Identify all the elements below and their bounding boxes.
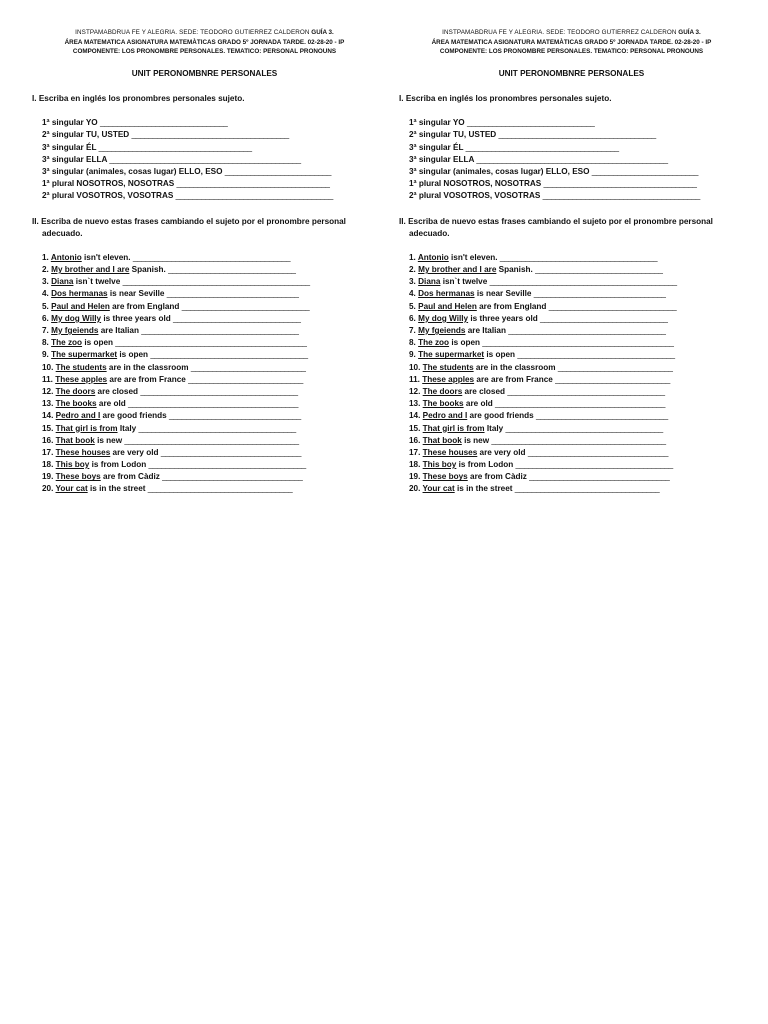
sentence-subject: This boy (422, 460, 457, 470)
sentence-number: 9. (409, 350, 416, 360)
section2-list (399, 252, 744, 496)
sentence-row (409, 471, 744, 483)
sentence-number: 16. (409, 435, 421, 445)
sentence-rest: is from Lodon (89, 460, 147, 470)
answer-blank[interactable]: ____________________________________________ (489, 277, 677, 287)
header-line-subject: ÁREA MATEMATICA ASIGNATURA MATEMÀTICAS GRADO 5º JORNADA TARDE. 02-28-20 - IP (431, 38, 712, 46)
sentence-row (42, 349, 377, 361)
header-line-component: COMPONENTE: LOS PRONOMBRE PERSONALES. TEMATICO: PERSONAL PRONOUNS (439, 48, 704, 56)
sentence-subject: Pedro and I (422, 411, 468, 421)
answer-blank[interactable]: _____________________________________________ (115, 338, 307, 348)
answer-blank[interactable]: _____________________________________ (141, 326, 299, 336)
sentence-subject: The doors (55, 386, 96, 396)
sentence-subject: The zoo (418, 338, 450, 348)
pronoun-label: 1ª plural NOSOTROS, NOSOTRAS (409, 179, 542, 189)
worksheet-right (399, 28, 744, 496)
sentence-rest: is from Lodon (456, 460, 514, 470)
answer-blank[interactable]: _____________________________________ (508, 326, 666, 336)
sentence-number: 17. (42, 447, 54, 457)
answer-blank[interactable]: ____________________________________ (543, 179, 697, 189)
answer-blank[interactable]: _____________________________________ (498, 130, 656, 140)
sentence-subject: These boys (422, 472, 468, 482)
school-name: INSTPAMABDRUA FE Y ALEGRIA. SEDE: TEODORO GUTIERREZ CALDERON (442, 29, 677, 36)
answer-blank[interactable]: ____________________________________ (176, 179, 330, 189)
sentence-rest: is three years old (468, 313, 538, 323)
sentence-row (42, 435, 377, 447)
sentence-rest: Italy (484, 423, 504, 433)
pronoun-label: 3ª singular (animales, cosas lugar) ELLO, ESO (409, 166, 590, 176)
sentence-subject: Your cat (55, 484, 88, 494)
sentence-row (409, 264, 744, 276)
sentence-subject: The supermarket (51, 350, 118, 360)
sentence-row (409, 386, 744, 398)
sentence-number: 5. (42, 301, 49, 311)
sentence-number: 15. (409, 423, 421, 433)
sentence-number: 14. (409, 411, 421, 421)
sentence-row (409, 288, 744, 300)
answer-blank[interactable]: _____________________________________________ (109, 154, 301, 164)
sentence-row (42, 447, 377, 459)
sentence-rest: is open (449, 338, 480, 348)
sentence-row (42, 313, 377, 325)
sentence-rest: is three years old (101, 313, 171, 323)
sentence-subject: The supermarket (418, 350, 485, 360)
sentence-number: 7. (409, 326, 416, 336)
answer-blank[interactable]: _____________________________________ (542, 191, 700, 201)
sentence-row (409, 252, 744, 264)
answer-blank[interactable]: _______________________________ (535, 411, 668, 421)
answer-blank[interactable]: ______________________________ (548, 301, 677, 311)
sentence-rest: are very old (477, 447, 526, 457)
answer-blank[interactable]: _________________________________ (527, 447, 669, 457)
sentence-rest: are good friends (467, 411, 534, 421)
sentence-rest: isn't eleven. (81, 252, 131, 262)
pronoun-row (409, 117, 744, 129)
sentence-subject: Antonio (50, 252, 82, 262)
answer-blank[interactable]: _____________________________________________ (476, 154, 668, 164)
answer-blank[interactable]: _____________________________________ (140, 386, 298, 396)
sentence-subject: Paul and Helen (418, 301, 477, 311)
sentence-rest: is near Seville (107, 289, 165, 299)
sentence-number: 18. (42, 460, 54, 470)
sentence-subject: The students (422, 362, 474, 372)
sentence-rest: is open (117, 350, 149, 360)
sentence-rest: are in the classroom (473, 362, 556, 372)
sentence-rest: are good friends (100, 411, 167, 421)
sentence-row (42, 410, 377, 422)
section2-title: II. Escriba de nuevo estas frases cambiando el sujeto por el pronombre personal adecuado. (32, 216, 346, 238)
sentence-subject: Diana (418, 277, 441, 287)
sentence-subject: The books (55, 399, 97, 409)
sentence-rest: is in the street (454, 484, 513, 494)
sentence-row (409, 313, 744, 325)
pronoun-row (42, 190, 377, 202)
sentence-number: 11. (42, 374, 53, 384)
answer-blank[interactable]: _____________________________________ (175, 191, 333, 201)
answer-blank[interactable]: ______________________________ (540, 313, 668, 323)
section2-title: II. Escriba de nuevo estas frases cambiando el sujeto por el pronombre personal adecuado. (399, 216, 713, 238)
sentence-rest: is near Seville (474, 289, 532, 299)
sentence-rest: are from Càdiz (467, 472, 527, 482)
sentence-subject: My brother and I are (418, 265, 497, 275)
sentence-rest: are are from France (107, 374, 186, 384)
sentence-row (42, 483, 377, 495)
answer-blank[interactable]: ________________________________________ (495, 399, 666, 409)
pronoun-row (409, 129, 744, 141)
sentence-number: 6. (409, 313, 416, 323)
answer-blank[interactable]: _________________________________ (160, 447, 302, 457)
sentence-subject: My fgeiends (51, 326, 99, 336)
sentence-row (409, 276, 744, 288)
section1-list (32, 117, 377, 202)
sentence-number: 20. (42, 484, 54, 494)
sentence-rest: are old (463, 399, 493, 409)
sentence-number: 7. (42, 326, 49, 336)
answer-blank[interactable]: ____________________________________ (465, 142, 619, 152)
sentence-rest: is new (461, 435, 490, 445)
section1-title: I. Escriba en inglés los pronombres personales sujeto. (399, 93, 612, 103)
pronoun-row (42, 129, 377, 141)
sentence-rest: are from Càdiz (100, 472, 160, 482)
sentence-rest: Spanish. (496, 265, 533, 275)
answer-blank[interactable]: ____________________________________________ (122, 277, 310, 287)
sentence-number: 10. (42, 362, 54, 372)
header-line-subject: ÁREA MATEMATICA ASIGNATURA MATEMÀTICAS GRADO 5º JORNADA TARDE. 02-28-20 - IP (64, 38, 345, 46)
sentence-number: 19. (409, 472, 421, 482)
answer-blank[interactable]: _____________________________________ (131, 130, 289, 140)
sentence-row (409, 301, 744, 313)
sentence-rest: are are from France (474, 374, 553, 384)
section2-list (32, 252, 377, 496)
sentence-number: 1. (42, 252, 49, 262)
sentence-rest: is open (82, 338, 113, 348)
answer-blank[interactable]: _____________________________________ (507, 386, 665, 396)
sentence-row (409, 410, 744, 422)
sentence-subject: That book (422, 435, 462, 445)
sentence-rest: are Italian (465, 326, 506, 336)
sentence-number: 15. (42, 423, 54, 433)
sentence-number: 10. (409, 362, 421, 372)
answer-blank[interactable]: _____________________________________ (505, 423, 663, 433)
pronoun-row (42, 166, 377, 178)
sentence-number: 19. (42, 472, 54, 482)
sentence-subject: These houses (55, 447, 111, 457)
pronoun-label: 3ª singular ELLA (42, 154, 108, 164)
sentence-number: 20. (409, 484, 421, 494)
sentence-row (409, 398, 744, 410)
pronoun-label: 3ª singular ÉL (42, 142, 97, 152)
answer-blank[interactable]: _____________________________________ (150, 350, 308, 360)
sentence-rest: are in the classroom (106, 362, 189, 372)
sentence-row (42, 301, 377, 313)
sentence-subject: That girl is from (422, 423, 485, 433)
sentence-subject: The students (55, 362, 107, 372)
answer-blank[interactable]: _____________________________________ (132, 252, 291, 262)
sentence-row (409, 447, 744, 459)
sentence-row (42, 423, 377, 435)
sentence-number: 16. (42, 435, 54, 445)
sentence-subject: Dos hermanas (418, 289, 475, 299)
sentence-row (409, 435, 744, 447)
answer-blank[interactable]: ______________________________ (173, 313, 301, 323)
pronoun-label: 3ª singular (animales, cosas lugar) ELLO, ESO (42, 166, 223, 176)
sentence-number: 2. (409, 265, 416, 275)
sentence-subject: Paul and Helen (51, 301, 110, 311)
answer-blank[interactable]: ________________________________________ (128, 399, 299, 409)
sentence-number: 8. (42, 338, 49, 348)
sentence-rest: are closed (95, 386, 139, 396)
answer-blank[interactable]: _____________________________________ (499, 252, 658, 262)
answer-blank[interactable]: ______________________________ (99, 118, 228, 128)
sentence-subject: These boys (55, 472, 101, 482)
sentence-subject: That girl is from (55, 423, 118, 433)
sentence-rest: is open (484, 350, 516, 360)
sentence-row (42, 252, 377, 264)
sentence-rest: are closed (462, 386, 506, 396)
answer-blank[interactable]: __________________________________ (147, 484, 293, 494)
sentence-rest: are Italian (98, 326, 139, 336)
sentence-number: 2. (42, 265, 49, 275)
sentence-rest: Spanish. (129, 265, 166, 275)
answer-blank[interactable]: _____________________________________ (138, 423, 296, 433)
answer-blank[interactable]: __________________________________ (514, 484, 660, 494)
sentence-number: 13. (409, 399, 421, 409)
section1-title: I. Escriba en inglés los pronombres personales sujeto. (32, 93, 245, 103)
pronoun-row (42, 154, 377, 166)
sentence-number: 3. (409, 277, 416, 287)
sentence-rest: isn`t twelve (73, 277, 121, 287)
sentence-row (42, 288, 377, 300)
pronoun-row (42, 142, 377, 154)
sentence-row (409, 362, 744, 374)
sentence-subject: These apples (55, 374, 108, 384)
pronoun-row (409, 190, 744, 202)
unit-title: UNIT PERONOMBNRE PERSONALES (131, 68, 278, 78)
pronoun-label: 3ª singular ELLA (409, 154, 475, 164)
pronoun-label: 1ª singular YO (409, 118, 465, 128)
answer-blank[interactable]: ______________________________ (168, 265, 296, 275)
answer-blank[interactable]: _________________________________________ (491, 435, 666, 445)
sentence-row (409, 459, 744, 471)
answer-blank[interactable]: _______________________________ (168, 411, 301, 421)
pronoun-label: 2ª plural VOSOTROS, VOSOTRAS (409, 191, 541, 201)
answer-blank[interactable]: ___________________________ (555, 374, 670, 384)
sentence-subject: The books (422, 399, 464, 409)
sentence-subject: Diana (51, 277, 74, 287)
pronoun-label: 2ª singular TU, USTED (409, 130, 497, 140)
sentence-row (42, 264, 377, 276)
sentence-subject: Dos hermanas (51, 289, 108, 299)
sentence-rest: isn`t twelve (440, 277, 488, 287)
header-line-school (32, 28, 377, 38)
unit-title: UNIT PERONOMBNRE PERSONALES (498, 68, 645, 78)
answer-blank[interactable]: _____________________________________ (148, 460, 306, 470)
sentence-subject: My dog Willy (418, 313, 469, 323)
answer-blank[interactable]: _________________________________________ (124, 435, 299, 445)
answer-blank[interactable]: _______________________________ (533, 289, 666, 299)
answer-blank[interactable]: ______________________________ (535, 265, 663, 275)
pronoun-row (42, 117, 377, 129)
sentence-subject: My dog Willy (51, 313, 102, 323)
sentence-number: 6. (42, 313, 49, 323)
pronoun-label: 1ª plural NOSOTROS, NOSOTRAS (42, 179, 175, 189)
answer-blank[interactable]: ___________________________ (190, 362, 306, 372)
sentence-row (42, 325, 377, 337)
sentence-subject: This boy (55, 460, 90, 470)
sentence-row (409, 325, 744, 337)
pronoun-row (409, 166, 744, 178)
sentence-subject: Antonio (417, 252, 449, 262)
sentence-number: 18. (409, 460, 421, 470)
pronoun-label: 3ª singular ÉL (409, 142, 464, 152)
sentence-rest: is new (94, 435, 123, 445)
pronoun-row (409, 178, 744, 190)
sentence-rest: are from England (476, 301, 547, 311)
sentence-rest: isn't eleven. (448, 252, 498, 262)
school-name: INSTPAMABDRUA FE Y ALEGRIA. SEDE: TEODORO GUTIERREZ CALDERON (75, 29, 310, 36)
sentence-row (42, 337, 377, 349)
sentence-row (409, 349, 744, 361)
sentence-rest: are from England (109, 301, 180, 311)
sentence-row (409, 374, 744, 386)
sentence-row (42, 459, 377, 471)
sentence-row (42, 374, 377, 386)
sentence-number: 4. (42, 289, 49, 299)
sentence-row (409, 337, 744, 349)
sentence-number: 5. (409, 301, 416, 311)
answer-blank[interactable]: _____________________________________________ (482, 338, 674, 348)
answer-blank[interactable]: ____________________________________ (98, 142, 252, 152)
sentence-number: 3. (42, 277, 49, 287)
sentence-number: 13. (42, 399, 54, 409)
sentence-subject: That book (55, 435, 95, 445)
sentence-rest: are very old (110, 447, 159, 457)
answer-blank[interactable]: _________________________________ (162, 472, 303, 482)
sentence-number: 17. (409, 447, 421, 457)
sentence-row (409, 483, 744, 495)
pronoun-row (409, 154, 744, 166)
sentence-rest: is in the street (87, 484, 146, 494)
sentence-number: 9. (42, 350, 49, 360)
answer-blank[interactable]: _____________________________________ (517, 350, 675, 360)
sentence-rest: Italy (117, 423, 137, 433)
sentence-row (42, 386, 377, 398)
sentence-number: 12. (42, 386, 54, 396)
sentence-subject: These apples (422, 374, 475, 384)
sentence-subject: These houses (422, 447, 478, 457)
guide-number: GUÍA 3. (678, 29, 701, 36)
pronoun-row (42, 178, 377, 190)
header-line-component: COMPONENTE: LOS PRONOMBRE PERSONALES. TEMATICO: PERSONAL PRONOUNS (72, 48, 337, 56)
sentence-row (42, 398, 377, 410)
header-line-school (399, 28, 744, 38)
answer-blank[interactable]: _________________________ (224, 166, 332, 176)
answer-blank[interactable]: _____________________________________ (515, 460, 673, 470)
sentence-row (42, 471, 377, 483)
answer-blank[interactable]: ___________________________ (188, 374, 303, 384)
sentence-subject: Your cat (422, 484, 455, 494)
sentence-row (42, 362, 377, 374)
pronoun-label: 1ª singular YO (42, 118, 98, 128)
guide-number: GUÍA 3. (311, 29, 334, 36)
sentence-subject: The doors (422, 386, 463, 396)
answer-blank[interactable]: ___________________________ (557, 362, 673, 372)
sentence-number: 8. (409, 338, 416, 348)
pronoun-label: 2ª singular TU, USTED (42, 130, 130, 140)
sentence-number: 12. (409, 386, 421, 396)
sentence-subject: My fgeiends (418, 326, 466, 336)
answer-blank[interactable]: _________________________________ (529, 472, 670, 482)
pronoun-row (409, 142, 744, 154)
answer-blank[interactable]: _________________________ (591, 166, 699, 176)
sentence-row (42, 276, 377, 288)
worksheet-left (32, 28, 377, 496)
sentence-number: 4. (409, 289, 416, 299)
sentence-subject: Pedro and I (55, 411, 101, 421)
answer-blank[interactable]: _______________________________ (166, 289, 299, 299)
pronoun-label: 2ª plural VOSOTROS, VOSOTRAS (42, 191, 174, 201)
section1-list (399, 117, 744, 202)
sentence-rest: are old (96, 399, 126, 409)
sentence-row (409, 423, 744, 435)
sentence-number: 14. (42, 411, 54, 421)
sentence-subject: My brother and I are (51, 265, 130, 275)
sentence-number: 11. (409, 374, 420, 384)
sentence-subject: The zoo (51, 338, 83, 348)
answer-blank[interactable]: ______________________________ (181, 301, 310, 311)
sentence-number: 1. (409, 252, 416, 262)
answer-blank[interactable]: ______________________________ (466, 118, 595, 128)
